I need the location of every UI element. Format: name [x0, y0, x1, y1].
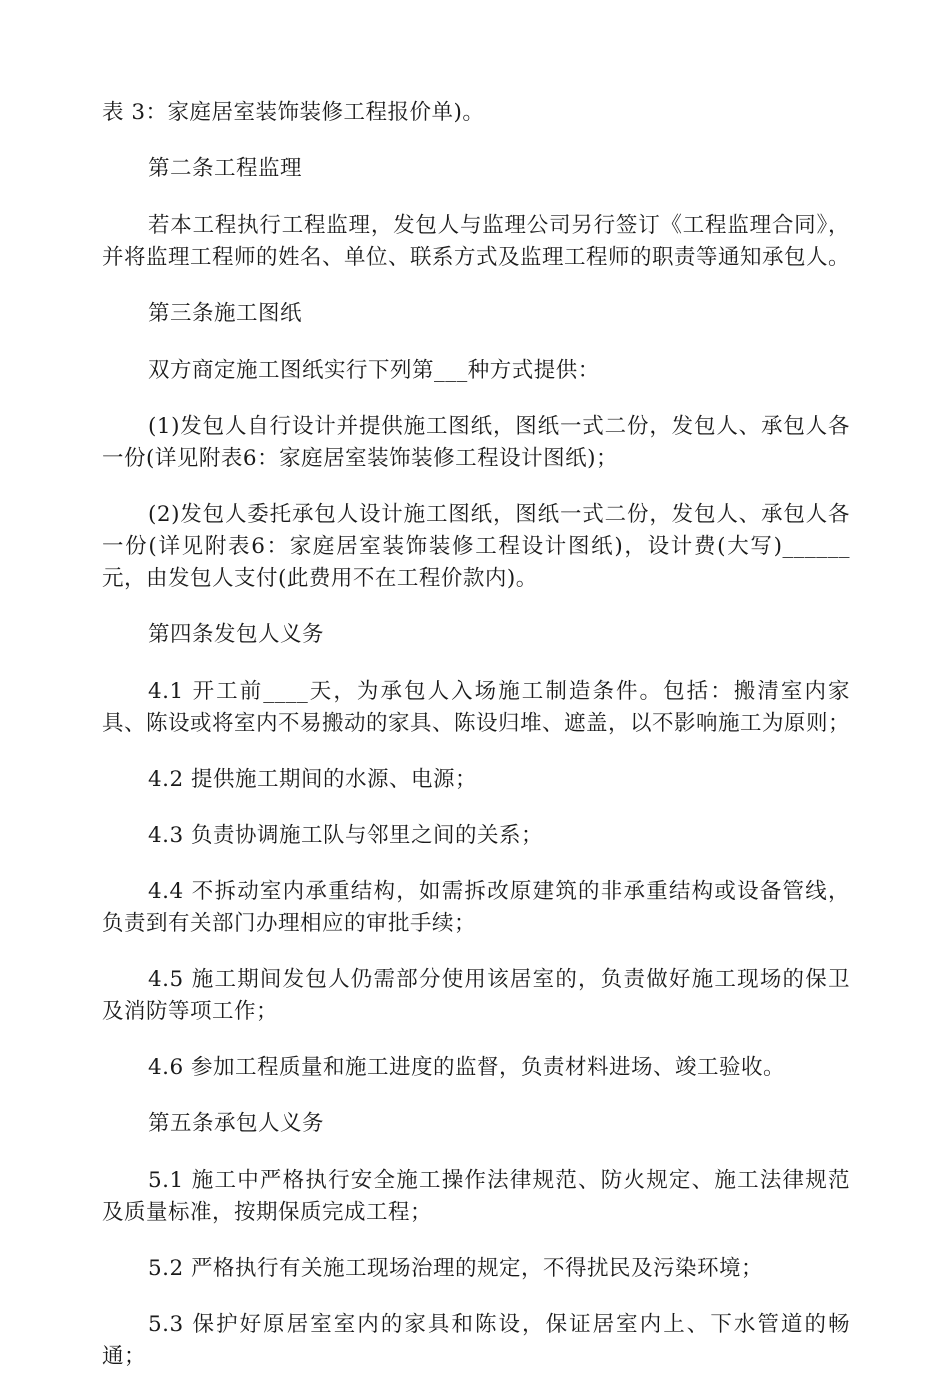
heading-article-2: 第二条工程监理 — [148, 156, 303, 181]
document-body — [102, 97, 850, 1397]
paragraph-supervision: 若本工程执行工程监理，发包人与监理公司另行签订《工程监理合同》，并将监理工程师的姓名、单位、联系方式及监理工程师的职责等通知承包人。 — [102, 213, 851, 270]
heading-article-3: 第三条施工图纸 — [148, 301, 303, 326]
heading-article-4: 第四条发包人义务 — [148, 622, 325, 647]
heading-article-5: 第五条承包人义务 — [148, 1111, 325, 1136]
clause-4-6: 4.6 参加工程质量和施工进度的监督，负责材料进场、竣工验收。 — [148, 1055, 786, 1080]
clause-5-1: 5.1 施工中严格执行安全施工操作法律规范、防火规定、施工法律规范及质量标准，按期保质完成工程； — [102, 1168, 850, 1225]
clause-5-2: 5.2 严格执行有关施工现场治理的规定，不得扰民及污染环境； — [148, 1256, 764, 1281]
paragraph-table-reference: 表 3：家庭居室装饰装修工程报价单)。 — [102, 100, 485, 125]
clause-4-4: 4.4 不拆动室内承重结构，如需拆改原建筑的非承重结构或设备管线，负责到有关部门办理相应的审批手续； — [102, 879, 850, 936]
clause-4-1: 4.1 开工前____天，为承包人入场施工制造条件。包括：搬清室内家具、陈设或将室内不易搬动的家具、陈设归堆、遮盖，以不影响施工为原则； — [102, 679, 851, 736]
clause-4-5: 4.5 施工期间发包人仍需部分使用该居室的，负责做好施工现场的保卫及消防等项工作； — [102, 967, 850, 1024]
clause-5-3: 5.3 保护好原居室室内的家具和陈设，保证居室内上、下水管道的畅通； — [102, 1312, 850, 1369]
paragraph-option-2: (2)发包人委托承包人设计施工图纸，图纸一式二份，发包人、承包人各一份(详见附表6：家庭居室装饰装修工程设计图纸)，设计费(大写)______元，由发包人支付(此费用不在工程价款内)。 — [102, 502, 850, 591]
clause-4-3: 4.3 负责协调施工队与邻里之间的关系； — [148, 823, 544, 848]
clause-4-2: 4.2 提供施工期间的水源、电源； — [148, 767, 478, 792]
paragraph-drawing-method: 双方商定施工图纸实行下列第___种方式提供： — [148, 358, 600, 383]
paragraph-option-1: (1)发包人自行设计并提供施工图纸，图纸一式二份，发包人、承包人各一份(详见附表6：家庭居室装饰装修工程设计图纸)； — [102, 414, 850, 471]
